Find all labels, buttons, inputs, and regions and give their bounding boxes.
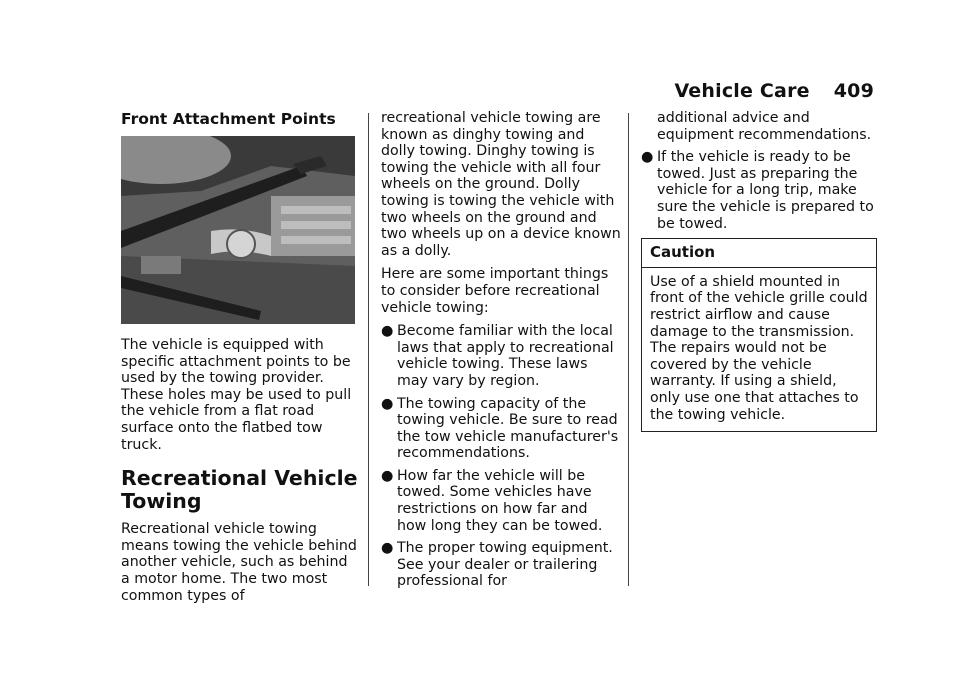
- page-header: [674, 80, 874, 102]
- section-title: Vehicle Care: [674, 80, 810, 102]
- column-3: [641, 110, 877, 432]
- bullet-icon: ●: [641, 149, 654, 166]
- bullet-icon: ●: [381, 467, 394, 484]
- bullet-list: [381, 323, 621, 590]
- bullet-icon: ●: [381, 395, 394, 412]
- section-heading: Recreational Vehicle Towing: [121, 466, 358, 514]
- column-divider: [368, 113, 369, 586]
- caution-title: Caution: [642, 239, 876, 268]
- bullet-icon: ●: [381, 540, 394, 557]
- front-attachment-photo: [121, 136, 355, 324]
- section-heading: Front Attachment Points: [121, 110, 336, 128]
- list-item: ● If the vehicle is ready to be towed. Just as preparing the vehicle for a long trip, make sure the vehicle is prepared to be towed.: [641, 149, 874, 232]
- column-2: [381, 110, 621, 596]
- list-item: ● How far the vehicle will be towed. Some vehicles have restrictions on how far and how long they can be towed.: [381, 467, 603, 534]
- column-1: [121, 110, 359, 611]
- paragraph: recreational vehicle towing are known as dinghy towing and dolly towing. Dinghy towing is towing the vehicle with all four wheels on the ground. Dolly towing is towing the vehicle with two wheels on the ground and two wheels up on a device known as a dolly.: [381, 110, 621, 259]
- bullet-icon: ●: [381, 323, 394, 340]
- list-item-continuation: additional advice and equipment recommendations.: [657, 110, 872, 143]
- list-item: ● The towing capacity of the towing vehicle. Be sure to read the tow vehicle manufacturer's recommendations.: [381, 395, 619, 462]
- paragraph: The vehicle is equipped with specific attachment points to be used by the towing provider. These holes may be used to pull the vehicle from a flat road surface onto the flatbed tow truck.: [121, 337, 352, 453]
- page-number: 409: [833, 80, 874, 102]
- paragraph: Here are some important things to consider before recreational vehicle towing:: [381, 266, 609, 316]
- bullet-list: [641, 149, 877, 232]
- list-item: ● Become familiar with the local laws that apply to recreational vehicle towing. These laws may vary by region.: [381, 323, 614, 389]
- column-divider: [628, 113, 629, 586]
- paragraph: Recreational vehicle towing means towing the vehicle behind another vehicle, such as behind a motor home. The two most common types of: [121, 521, 357, 604]
- list-item: ● The proper towing equipment. See your dealer or trailering professional for: [381, 540, 613, 590]
- caution-text: Use of a shield mounted in front of the vehicle grille could restrict airflow and cause damage to the transmission. The repairs would not be covered by the vehicle warranty. If using a shield, only use one that attaches to the towing vehicle.: [650, 273, 868, 423]
- caution-box: [641, 238, 877, 432]
